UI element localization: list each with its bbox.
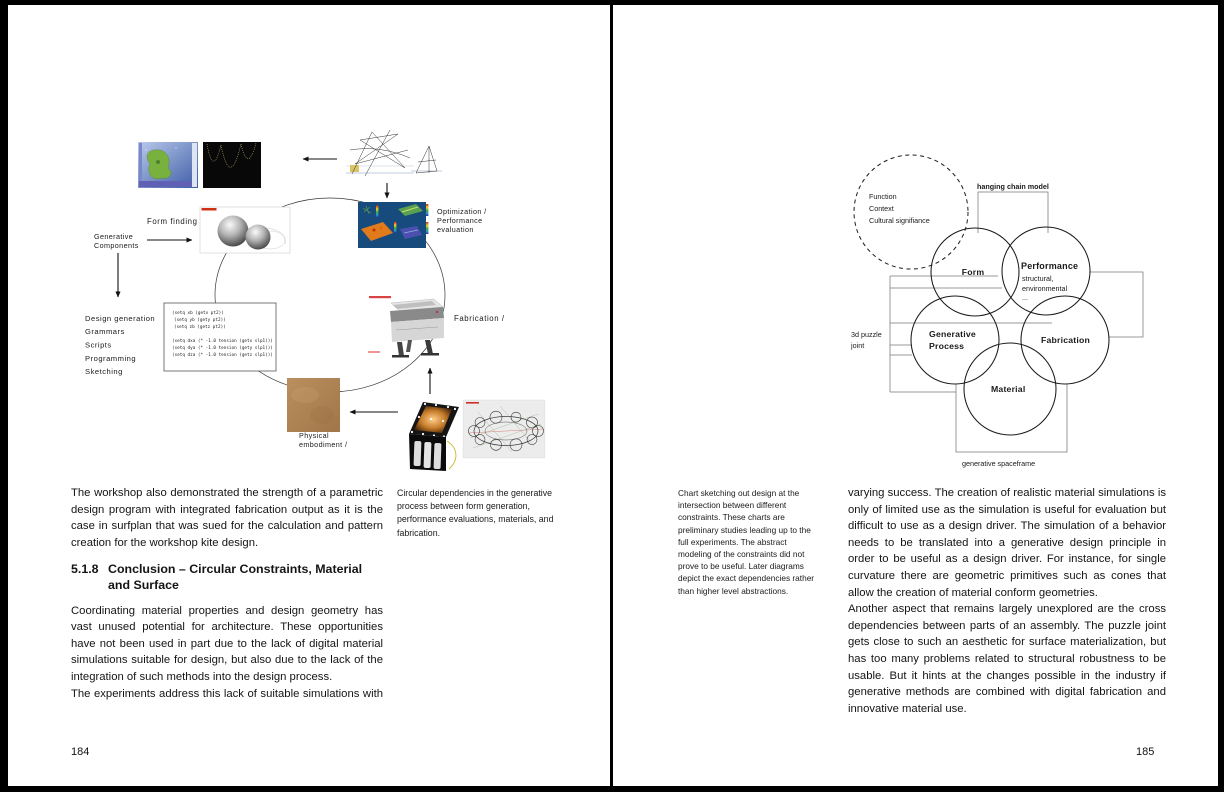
fabrication-label: Fabrication /	[454, 314, 505, 323]
method-list-item: Sketching	[85, 367, 123, 376]
constraint-venn-diagram	[612, 0, 1224, 480]
code-line: (setq dxa (* -1.0 tension (getx slp1)))	[172, 339, 273, 344]
code-line: (setq zb (getz pt2))	[174, 325, 226, 330]
form-finding-label: Form finding	[147, 217, 198, 226]
puzzle-joint-label: joint	[851, 341, 865, 350]
generative-process-label: Generative	[929, 329, 976, 339]
machine-logo-mark	[368, 351, 380, 353]
paragraph: varying success. The creation of realistic material simulations is only of limited use as the simulation is useful for evaluation but difficult to use as a design driver. The simulation of a behavior needs to be translated into a generative design principle in order to be useful as a design driver. For instance, for single curvature there are geometric primitives such as cones that allow the creation of material conform geometries.	[848, 487, 1166, 599]
puzzle-joint-label: 3d puzzle	[851, 330, 882, 339]
hanging-chain-image	[203, 142, 261, 188]
section-heading	[71, 562, 383, 593]
page-gutter-divider	[610, 0, 613, 792]
code-line: (setq xb (getx pt2))	[172, 311, 224, 316]
circular-process-diagram	[0, 0, 612, 480]
page-number-right: 185	[1136, 746, 1155, 758]
page-number-left: 184	[71, 746, 90, 758]
right-page	[612, 0, 1224, 792]
optimization-label: evaluation	[437, 225, 474, 234]
kite-wireframe-sketch	[346, 130, 442, 176]
method-list-item: Scripts	[85, 340, 112, 350]
code-line: (setq dya (* -1.0 tension (gety slp1)))	[172, 346, 273, 351]
performance-label: Performance	[1021, 261, 1079, 271]
method-list-item: Programming	[85, 354, 137, 363]
optimization-label: Optimization /	[437, 207, 487, 216]
performance-sub-label: ...	[1022, 293, 1028, 302]
paragraph: The workshop also demonstrated the strength of a parametric design program with integrated fabrication output as it is the case in surfplan that was sued for the calculation and pattern creation for the workshop kite design.	[71, 487, 383, 549]
context-label: Function	[869, 192, 897, 201]
led-box-image	[409, 402, 459, 471]
generative-components-label: Components	[94, 241, 139, 250]
paragraph: Another aspect that remains largely unexplored are the cross dependencies between parts of an assembly. The puzzle joint gets close to such an aesthetic for surface materialization, but has too many problems related to structural robustness to be usable. But it hints at the changes possible in the industry if generative methods are combined with digital fabrication and innovative material use.	[848, 603, 1166, 715]
hanging-chain-bracket	[978, 192, 1048, 233]
wireframe-model-image	[463, 400, 545, 458]
lisp-code-box	[164, 303, 276, 371]
context-label: Context	[869, 204, 894, 213]
context-label: Cultural signifiance	[869, 216, 930, 225]
section-number: 5.1.8	[71, 562, 99, 577]
figure-caption-right: Chart sketching out design at the intersection between different constraints. These charts are preliminary studies leading up to the full experiments. The abstract modeling of the constraints did not prove to be useful. Later diagrams depict the exact dependencies rather than higher level abstractions.	[678, 488, 815, 596]
body-text-right	[848, 485, 1166, 717]
method-list-item: Design generation	[85, 314, 156, 323]
generative-components-label: Generative	[94, 232, 134, 241]
form-finding-spheres-image	[200, 207, 290, 253]
left-page	[0, 0, 610, 792]
paragraph: Coordinating material properties and design geometry has vast unused potential for architecture. These opportunities have not been used in part due to the lack of digital material simulations suitable for design, but also due to the lack of the integration of such methods into the design process.	[71, 604, 383, 683]
fabrication-label: Fabrication	[1041, 335, 1091, 345]
method-list-item: Grammars	[85, 327, 125, 336]
figure-caption-left: Circular dependencies in the generative process between form generation, performance evaluations, materials, and fabrication.	[397, 488, 554, 538]
optimization-plot-image	[358, 202, 428, 248]
right-bracket	[1090, 272, 1143, 337]
generative-process-circle	[911, 296, 999, 384]
physical-embodiment-label: Physical	[299, 431, 329, 440]
laser-cutter-image	[368, 296, 444, 358]
cad-screenshot-image	[138, 142, 198, 188]
paragraph: The experiments address this lack of suitable simulations with	[71, 687, 383, 700]
section-title: Conclusion – Circular Constraints, Material and Surface	[108, 562, 363, 592]
generative-process-label: Process	[929, 341, 965, 351]
spaceframe-label: generative spaceframe	[962, 459, 1036, 468]
code-line: (setq yb (gety pt2))	[174, 318, 226, 323]
performance-sub-label: structural,	[1022, 274, 1054, 283]
material-label: Material	[991, 384, 1026, 394]
hanging-chain-label: hanging chain model	[977, 182, 1049, 191]
code-line: (setq dza (* -1.0 tension (getz slp1)))	[172, 353, 273, 358]
physical-embodiment-label: embodiment /	[299, 440, 348, 449]
spaceframe-bracket	[956, 384, 1067, 452]
performance-sub-label: environmental	[1022, 284, 1068, 293]
performance-circle	[1002, 227, 1090, 315]
machine-logo-mark	[369, 296, 391, 298]
flow-arrows	[118, 159, 430, 412]
body-text-left	[71, 485, 383, 702]
cardboard-square-image	[287, 378, 340, 432]
form-label: Form	[961, 267, 985, 277]
optimization-label: Performance	[437, 216, 483, 225]
